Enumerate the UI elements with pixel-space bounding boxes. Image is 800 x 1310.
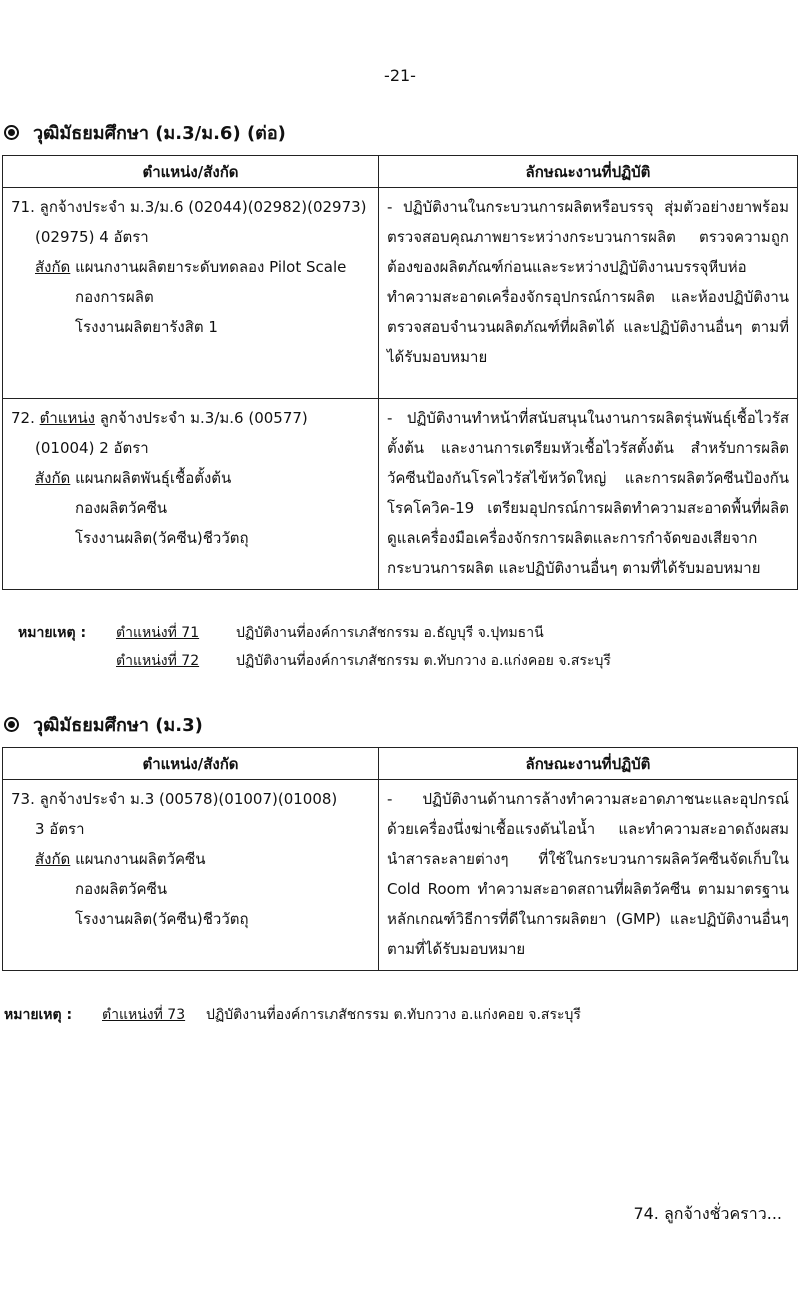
radio-bullet-icon [4,717,19,732]
affiliation-unit: แผนกงานผลิตวัคซีน [70,850,206,868]
plant-name: โรงงานผลิตยารังสิต 1 [75,318,218,336]
remark-ref: ตำแหน่งที่ 72 [116,653,200,669]
affiliation-line [11,844,370,874]
duties-cell: - ปฏิบัติงานด้านการล้างทำความสะอาดภาชนะและอุปกรณ์ ด้วยเครื่องนึ่งฆ่าเชื้อแรงดันไอน้ำ และทำความสะอาดถังผสม นำสารละลายต่างๆ ที่ใช้ในกระบวนการผลิควัคซีนจัดเก็บใน Cold Room ทำความสะอาดสถานที่ผลิตวัคซีน ตามมาตรฐานหลักเกณฑ์วิธีการที่ดีในการผลิตยา (GMP) และปฏิบัติงานอื่นๆ ตามที่ได้รับมอบหมาย [379,780,798,971]
radio-bullet-icon [4,125,19,140]
remark-label: หมายเหตุ : [18,625,87,641]
position-number: 72. [11,409,40,427]
section-heading [4,118,286,147]
table-row [3,399,798,590]
page-number: -21- [384,66,416,85]
affiliation-line [11,252,370,282]
section-heading [4,710,203,739]
affiliation-label: สังกัด [35,258,71,276]
plant-name: โรงงานผลิต(วัคซีน)ชีววัตถุ [75,529,249,547]
affiliation-label: สังกัด [35,850,71,868]
position-cell [3,188,379,399]
column-header-position: ตำแหน่ง/สังกัด [3,156,379,188]
remark-label: หมายเหตุ : [4,1007,73,1023]
column-header-duties: ลักษณะงานที่ปฏิบัติ [379,748,798,780]
position-count: 3 อัตรา [35,820,85,838]
affiliation-line [11,463,370,493]
remark-line [116,650,611,672]
remark-text: ปฏิบัติงานที่องค์การเภสัชกรรม ต.ทับกวาง อ.แก่งคอย จ.สระบุรี [236,653,611,669]
affiliation-unit: แผนกผลิตพันธุ์เชื้อตั้งต้น [70,469,232,487]
table-row [3,780,798,971]
position-label: ตำแหน่ง [39,409,95,427]
duties-cell: - ปฏิบัติงานทำหน้าที่สนับสนุนในงานการผลิตรุ่นพันธุ์เชื้อไวรัสตั้งต้น และงานการเตรียมหัวเชื้อไวรัสตั้งต้น สำหรับการผลิตวัคซีนป้องกันโรคไวรัสไข้หวัดใหญ่ และการผลิตวัคซีนป้องกันโรคโควิค-19 เตรียมอุปกรณ์การผลิตทำความสะอาดพื้นที่ผลิต ดูแลเครื่องมือเครื่องจักรการผลิตและการกำจัดของเสียจากกระบวนการผลิต และปฏิบัติงานอื่นๆ ตามที่ได้รับมอบหมาย [379,399,798,590]
table-row [3,188,798,399]
position-count: (01004) 2 อัตรา [35,439,149,457]
positions-table [2,747,798,971]
remark-ref: ตำแหน่งที่ 73 [102,1007,186,1023]
remark-line [18,622,544,644]
remark-text: ปฏิบัติงานที่องค์การเภสัชกรรม อ.ธัญบุรี จ.ปุทมธานี [236,625,544,641]
table-header-row [3,748,798,780]
position-title: 71. ลูกจ้างประจำ ม.3/ม.6 (02044)(02982)(02973) [11,198,367,216]
section-title: วุฒิมัธยมศึกษา (ม.3/ม.6) (ต่อ) [33,123,286,144]
plant-name: โรงงานผลิต(วัคซีน)ชีววัตถุ [75,910,249,928]
position-title [11,403,370,433]
section-title: วุฒิมัธยมศึกษา (ม.3) [33,715,203,736]
position-title: 73. ลูกจ้างประจำ ม.3 (00578)(01007)(01008) [11,790,338,808]
table-header-row [3,156,798,188]
position-cell [3,399,379,590]
division-name: กองการผลิต [75,288,154,306]
affiliation-label: สังกัด [35,469,71,487]
column-header-duties: ลักษณะงานที่ปฏิบัติ [379,156,798,188]
division-name: กองผลิตวัคซีน [75,880,168,898]
remark-text: ปฏิบัติงานที่องค์การเภสัชกรรม ต.ทับกวาง อ.แก่งคอย จ.สระบุรี [206,1007,581,1023]
position-count: (02975) 4 อัตรา [35,228,149,246]
positions-table [2,155,798,590]
remark-ref: ตำแหน่งที่ 71 [116,625,200,641]
column-header-position: ตำแหน่ง/สังกัด [3,748,379,780]
remark-line [4,1004,581,1026]
position-name: ลูกจ้างประจำ ม.3/ม.6 (00577) [94,409,308,427]
division-name: กองผลิตวัคซีน [75,499,168,517]
position-cell [3,780,379,971]
duties-cell: - ปฏิบัติงานในกระบวนการผลิตหรือบรรจุ สุ่มตัวอย่างยาพร้อมตรวจสอบคุณภาพยาระหว่างกระบวนการผลิต ตรวจความถูกต้องของผลิตภัณฑ์ก่อนและระหว่างปฏิบัติงานบรรจุหีบห่อ ทำความสะอาดเครื่องจักรอุปกรณ์การผลิต และห้องปฏิบัติงาน ตรวจสอบจำนวนผลิตภัณฑ์ที่ผลิตได้ และปฏิบัติงานอื่นๆ ตามที่ได้รับมอบหมาย [379,188,798,399]
continuation-note: 74. ลูกจ้างชั่วคราว... [633,1204,782,1223]
affiliation-unit: แผนกงานผลิตยาระดับทดลอง Pilot Scale [70,258,347,276]
